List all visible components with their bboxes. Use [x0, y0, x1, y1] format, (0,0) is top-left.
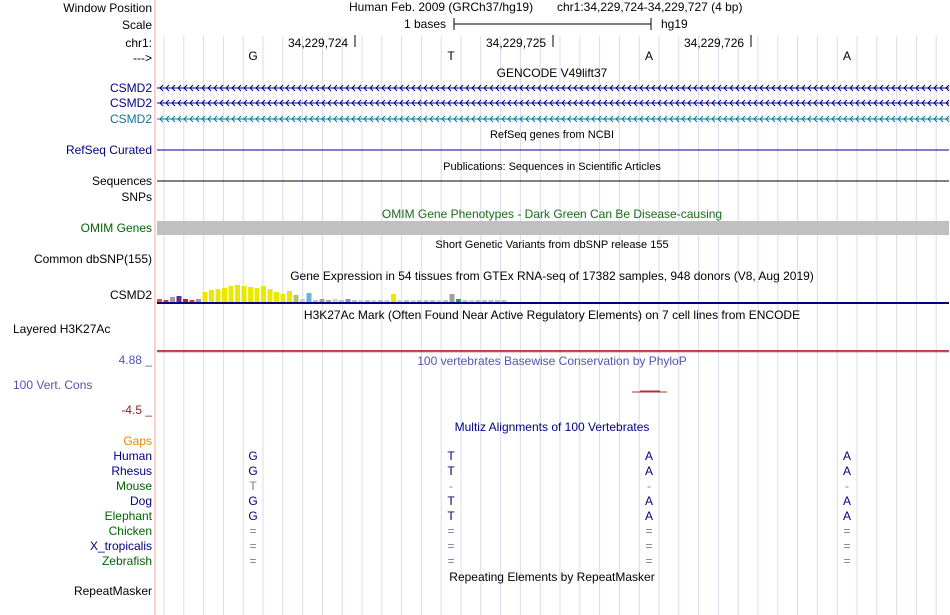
ref-base: T: [447, 49, 455, 63]
gtex-bar: [326, 300, 331, 302]
gtex-bar: [268, 289, 273, 302]
alignment-base: G: [248, 449, 258, 463]
gtex-bar: [235, 285, 240, 302]
window-position-label: Window Position: [63, 1, 152, 15]
alignment-base: A: [644, 464, 654, 478]
gtex-bar: [242, 286, 247, 302]
alignment-base: =: [249, 524, 257, 538]
repeatmasker-label[interactable]: RepeatMasker: [73, 584, 152, 598]
gtex-bar: [320, 299, 325, 302]
gencode-gene-label[interactable]: CSMD2: [109, 112, 152, 126]
species-label-human[interactable]: Human: [113, 449, 152, 463]
alignment-base: =: [447, 524, 455, 538]
alignment-base: A: [644, 509, 654, 523]
gtex-bar: [190, 300, 195, 302]
gtex-bar: [476, 300, 481, 302]
alignment-base: =: [645, 554, 653, 568]
alignment-base: =: [447, 539, 455, 553]
chrom-label: chr1:: [125, 36, 152, 50]
alignment-base: -: [647, 479, 651, 493]
gtex-bar: [391, 294, 396, 302]
gtex-bar: [398, 300, 403, 302]
alignment-base: =: [447, 554, 455, 568]
gtex-bar: [482, 300, 487, 302]
gtex-bar: [177, 296, 182, 302]
alignment-base: G: [248, 509, 258, 523]
snps-label[interactable]: SNPs: [121, 190, 152, 204]
strand-label: --->: [133, 51, 152, 65]
gencode-track-title[interactable]: GENCODE V49lift37: [496, 66, 608, 80]
gtex-bar: [443, 300, 448, 302]
gtex-bar: [307, 293, 312, 302]
gencode-gene-label[interactable]: CSMD2: [109, 96, 152, 110]
sequences-label[interactable]: Sequences: [91, 174, 152, 188]
gtex-bar: [300, 299, 305, 302]
gtex-bar: [287, 291, 292, 302]
species-label-chicken[interactable]: Chicken: [108, 524, 152, 538]
species-label-dog[interactable]: Dog: [129, 494, 152, 508]
alignment-base: A: [842, 449, 852, 463]
gtex-bar: [164, 300, 169, 302]
omim-track-title[interactable]: OMIM Gene Phenotypes - Dark Green Can Be Disease-causing: [381, 207, 723, 221]
alignment-base: -: [845, 479, 849, 493]
species-label-zebrafish[interactable]: Zebrafish: [101, 554, 152, 568]
alignment-base: T: [447, 464, 455, 478]
gtex-bar: [359, 300, 364, 302]
alignment-base: A: [842, 509, 852, 523]
repeatmasker-track-title[interactable]: Repeating Elements by RepeatMasker: [449, 570, 655, 584]
alignment-base: A: [644, 449, 654, 463]
gtex-bar: [411, 300, 416, 302]
phylop-min-label: -4.5 _: [121, 403, 152, 417]
multiz-gaps-label[interactable]: Gaps: [123, 434, 152, 448]
gtex-bar: [274, 292, 279, 302]
alignment-base: A: [644, 494, 654, 508]
gtex-bar: [216, 289, 221, 302]
gtex-bar: [196, 299, 201, 302]
gtex-bar: [463, 300, 468, 302]
scale-label: Scale: [121, 18, 152, 32]
omim-bar: [157, 221, 949, 235]
gencode-gene-label[interactable]: CSMD2: [109, 81, 152, 95]
scale-db: hg19: [661, 17, 688, 31]
gtex-bar: [294, 295, 299, 302]
gtex-bar: [183, 299, 188, 302]
gtex-bar: [170, 297, 175, 302]
h3k27ac-track-title[interactable]: H3K27Ac Mark (Often Found Near Active Regulatory Elements) on 7 cell lines from ENCODE: [303, 308, 801, 322]
alignment-base: =: [645, 539, 653, 553]
gtex-bar: [352, 300, 357, 302]
species-label-x_tropicalis[interactable]: X_tropicalis: [89, 539, 152, 553]
gtex-bar: [339, 300, 344, 302]
gtex-bar: [450, 294, 455, 302]
coord-label: 34,229,725: [486, 36, 547, 50]
gtex-bar: [255, 288, 260, 302]
species-label-mouse[interactable]: Mouse: [115, 479, 152, 493]
alignment-base: T: [447, 509, 455, 523]
alignment-base: =: [645, 524, 653, 538]
species-label-rhesus[interactable]: Rhesus: [111, 464, 152, 478]
publications-track-title[interactable]: Publications: Sequences in Scientific Articles: [443, 161, 661, 173]
alignment-base: T: [447, 494, 455, 508]
gtex-bar: [430, 300, 435, 302]
gtex-bar: [365, 300, 370, 302]
ref-base: A: [644, 49, 654, 63]
gtex-track-title[interactable]: Gene Expression in 54 tissues from GTEx RNA-seq of 17382 samples, 948 donors (V8, Aug 2019): [290, 269, 814, 283]
gtex-bar: [489, 300, 494, 302]
alignment-base: =: [843, 539, 851, 553]
coord-label: 34,229,726: [684, 36, 745, 50]
refseq-curated-label[interactable]: RefSeq Curated: [65, 143, 152, 157]
species-label-elephant[interactable]: Elephant: [104, 509, 152, 523]
alignment-base: G: [248, 494, 258, 508]
alignment-base: T: [447, 449, 455, 463]
alignment-base: =: [249, 539, 257, 553]
alignment-base: T: [249, 479, 257, 493]
phylop-track-title[interactable]: 100 vertebrates Basewise Conservation by PhyloP: [417, 354, 687, 368]
gtex-gene-label[interactable]: CSMD2: [109, 288, 152, 302]
assembly-title[interactable]: Human Feb. 2009 (GRCh37/hg19): [349, 0, 534, 14]
omim-genes-label[interactable]: OMIM Genes: [80, 221, 152, 235]
gtex-bar: [261, 286, 266, 302]
gtex-bar: [248, 287, 253, 302]
gtex-bar: [378, 300, 383, 302]
alignment-base: =: [249, 554, 257, 568]
gtex-bar: [346, 299, 351, 302]
gtex-bar: [333, 299, 338, 302]
refseq-track-title[interactable]: RefSeq genes from NCBI: [489, 129, 615, 141]
alignment-base: A: [842, 494, 852, 508]
gtex-bar: [404, 300, 409, 302]
coord-label: 34,229,724: [288, 36, 349, 50]
gtex-bar: [372, 300, 377, 302]
alignment-base: =: [843, 554, 851, 568]
gtex-bar: [281, 294, 286, 302]
ref-base: A: [842, 49, 852, 63]
gtex-bar: [313, 300, 318, 302]
gtex-bar: [437, 300, 442, 302]
phylop-max-label: 4.88 _: [118, 353, 152, 367]
gtex-bar: [203, 292, 208, 302]
dbsnp-track-title[interactable]: Short Genetic Variants from dbSNP release 155: [435, 239, 669, 251]
gtex-bar: [495, 300, 500, 302]
gtex-bar: [229, 286, 234, 302]
h3k27ac-label[interactable]: Layered H3K27Ac: [13, 322, 111, 336]
gtex-bar: [424, 300, 429, 302]
gtex-bar: [222, 288, 227, 302]
ref-base: G: [248, 49, 258, 63]
alignment-base: G: [248, 464, 258, 478]
gtex-bar: [456, 299, 461, 302]
gtex-bar: [157, 299, 162, 302]
alignment-base: A: [842, 464, 852, 478]
alignment-base: -: [449, 479, 453, 493]
gtex-bar: [209, 290, 214, 302]
gtex-bar: [502, 300, 507, 302]
scale-text: 1 bases: [404, 17, 447, 31]
dbsnp-label[interactable]: Common dbSNP(155): [33, 252, 152, 266]
position-readout[interactable]: chr1:34,229,724-34,229,727 (4 bp): [557, 0, 743, 14]
multiz-track-title[interactable]: Multiz Alignments of 100 Vertebrates: [454, 420, 650, 434]
gtex-bar: [469, 300, 474, 302]
gtex-bar: [385, 300, 390, 302]
gtex-bar: [417, 300, 422, 302]
alignment-base: =: [843, 524, 851, 538]
phylop-label[interactable]: 100 Vert. Cons: [13, 378, 93, 392]
